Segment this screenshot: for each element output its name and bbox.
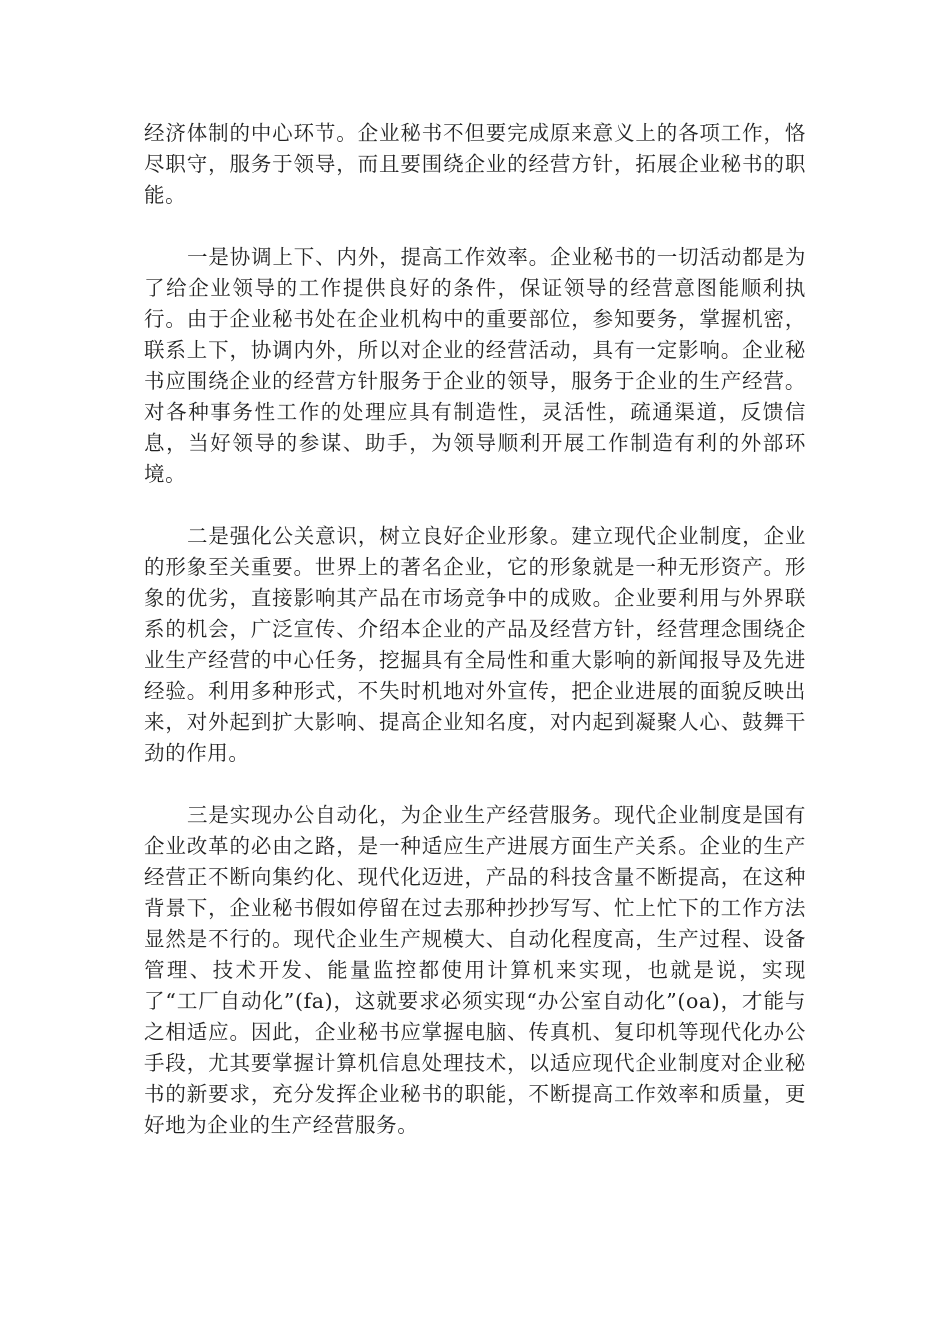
paragraph-office-automation: 三是实现办公自动化，为企业生产经营服务。现代企业制度是国有企业改革的必由之路，是一种适应生产进展方面生产关系。企业的生产经营正不断向集约化、现代化迈进，产品的科技含量不断提高，在这种背景下，企业秘书假如停留在过去那种抄抄写写、忙上忙下的工作方法显然是不行的。现代企业生产规模大、自动化程度高，生产过程、设备管理、技术开发、能量监控都使用计算机来实现，也就是说，实现了“工厂自动化”(fa)，这就要求必须实现“办公室自动化”(oa)，才能与之相适应。因此，企业秘书应掌握电脑、传真机、复印机等现代化办公手段，尤其要掌握计算机信息处理技术，以适应现代企业制度对企业秘书的新要求，充分发挥企业秘书的职能，不断提高工作效率和质量，更好地为企业的生产经营服务。 bbox=[144, 803, 806, 1137]
paragraph-continuation: 经济体制的中心环节。企业秘书不但要完成原来意义上的各项工作，恪尽职守，服务于领导，而且要围绕企业的经营方针，拓展企业秘书的职能。 bbox=[144, 121, 806, 207]
document-body bbox=[144, 118, 806, 1172]
paragraph-coordination: 一是协调上下、内外，提高工作效率。企业秘书的一切活动都是为了给企业领导的工作提供良好的条件，保证领导的经营意图能顺利执行。由于企业秘书处在企业机构中的重要部位，参知要务，掌握机密，联系上下，协调内外，所以对企业的经营活动，具有一定影响。企业秘书应围绕企业的经营方针服务于企业的领导，服务于企业的生产经营。对各种事务性工作的处理应具有制造性，灵活性，疏通渠道，反馈信息，当好领导的参谋、助手，为领导顺利开展工作制造有利的外部环境。 bbox=[144, 245, 806, 486]
paragraph-public-relations: 二是强化公关意识，树立良好企业形象。建立现代企业制度，企业的形象至关重要。世界上的著名企业，它的形象就是一种无形资产。形象的优劣，直接影响其产品在市场竞争中的成败。企业要利用与外界联系的机会，广泛宣传、介绍本企业的产品及经营方针，经营理念围绕企业生产经营的中心任务，挖掘具有全局性和重大影响的新闻报导及先进经验。利用多种形式，不失时机地对外宣传，把企业进展的面貌反映出来，对外起到扩大影响、提高企业知名度，对内起到凝聚人心、鼓舞干劲的作用。 bbox=[144, 524, 806, 765]
